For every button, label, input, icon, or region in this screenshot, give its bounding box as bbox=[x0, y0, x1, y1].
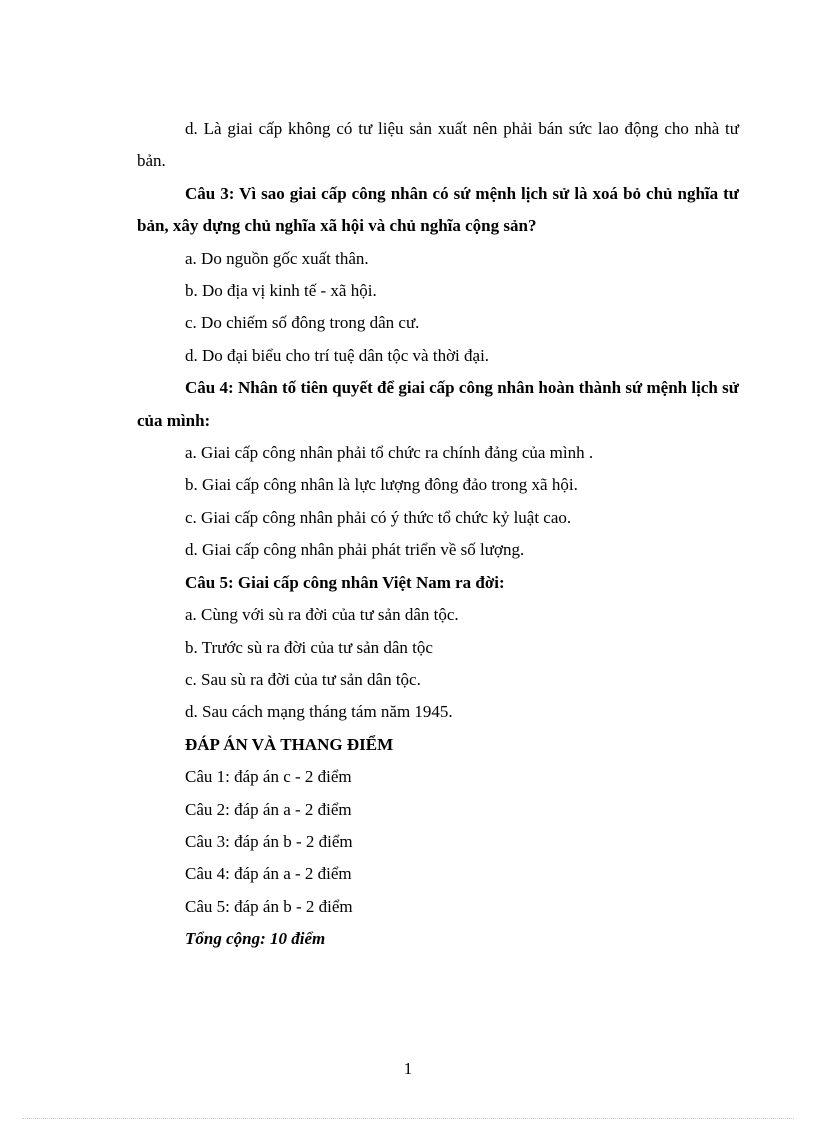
answer-option-5c: c. Sau sù ra đời của tư sản dân tộc. bbox=[185, 669, 421, 689]
total-score: Tổng cộng: 10 điểm bbox=[185, 929, 326, 949]
answer-key-item-3: Câu 3: đáp án b - 2 điểm bbox=[185, 831, 353, 851]
answer-option-4a: a. Giai cấp công nhân phải tổ chức ra chính đảng của mình . bbox=[185, 443, 594, 463]
answer-option-5b: b. Trước sù ra đời của tư sản dân tộc bbox=[185, 637, 433, 657]
answer-option-3d: d. Do đại biểu cho trí tuệ dân tộc và thời đại. bbox=[185, 345, 490, 365]
document-body bbox=[137, 113, 739, 956]
answer-option-4d: d. Giai cấp công nhân phải phát triển về số lượng. bbox=[185, 540, 525, 560]
answer-option-5d: d. Sau cách mạng tháng tám năm 1945. bbox=[185, 702, 453, 722]
answer-option-5a: a. Cùng với sù ra đời của tư sản dân tộc. bbox=[185, 605, 459, 625]
question-5: Câu 5: Giai cấp công nhân Việt Nam ra đời: bbox=[185, 572, 505, 592]
answer-key-item-2: Câu 2: đáp án a - 2 điểm bbox=[185, 799, 352, 819]
page-divider bbox=[22, 1118, 794, 1119]
page-number: 1 bbox=[403, 1059, 413, 1078]
question-3: Câu 3: Vì sao giai cấp công nhân có sứ mệnh lịch sử là xoá bỏ chủ nghĩa tư bản, xây dựng chủ nghĩa xã hội và chủ nghĩa cộng sản? bbox=[137, 183, 739, 236]
answer-option-3a: a. Do nguồn gốc xuất thân. bbox=[185, 248, 369, 268]
question-4: Câu 4: Nhân tố tiên quyết để giai cấp công nhân hoàn thành sứ mệnh lịch sử của mình: bbox=[137, 378, 739, 430]
answer-option-3b: b. Do địa vị kinh tế - xã hội. bbox=[185, 281, 377, 301]
answer-key-item-4: Câu 4: đáp án a - 2 điểm bbox=[185, 864, 352, 884]
answer-key-item-1: Câu 1: đáp án c - 2 điểm bbox=[185, 767, 352, 787]
answer-option-4b: b. Giai cấp công nhân là lực lượng đông đảo trong xã hội. bbox=[185, 475, 578, 495]
answer-option-1d: d. Là giai cấp không có tư liệu sản xuất nên phải bán sức lao động cho nhà tư bản. bbox=[137, 119, 739, 171]
answer-key-item-5: Câu 5: đáp án b - 2 điểm bbox=[185, 896, 353, 916]
answer-option-3c: c. Do chiếm số đông trong dân cư. bbox=[185, 313, 420, 333]
answer-key-heading: ĐÁP ÁN VÀ THANG ĐIỂM bbox=[185, 734, 394, 754]
answer-option-4c: c. Giai cấp công nhân phải có ý thức tổ chức kỷ luật cao. bbox=[185, 507, 572, 527]
